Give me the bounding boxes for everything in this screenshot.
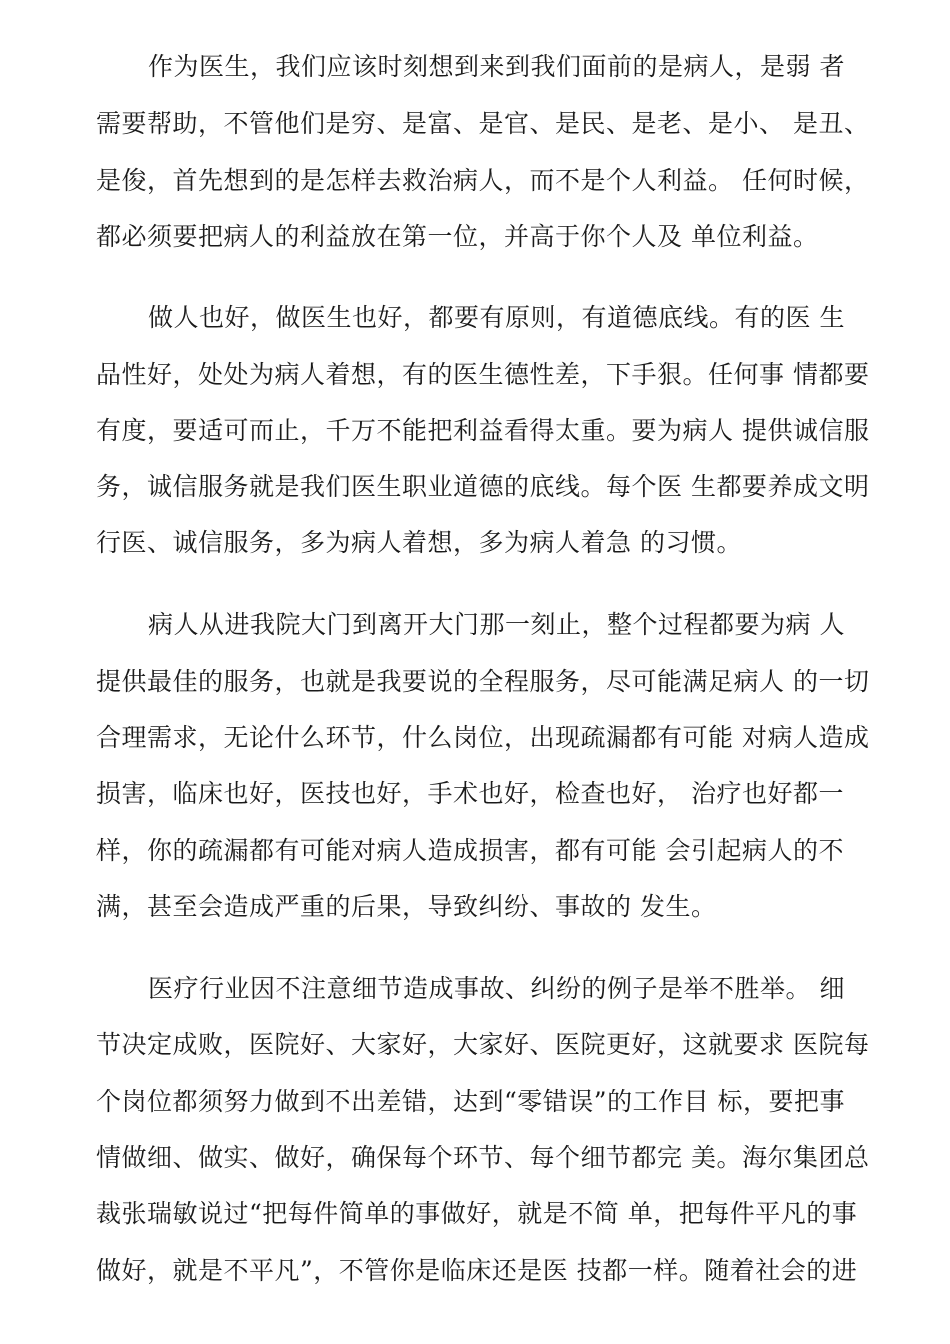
text-line: 作为医生，我们应该时刻想到来到我们面前的是病人，是弱 者 — [148, 52, 845, 81]
text-line: 情做细、做实、做好，确保每个环节、每个细节都完 美。海尔集团总 — [96, 1143, 870, 1172]
text-line: 是俊，首先想到的是怎样去救治病人，而不是个人利益。 任何时候， — [96, 166, 870, 195]
text-line: 品性好，处处为病人着想，有的医生德性差，下手狠。任何事 情都要 — [96, 360, 870, 389]
text-line: 提供最佳的服务，也就是我要说的全程服务，尽可能满足病人 的一切 — [96, 667, 870, 696]
text-line: 个岗位都须努力做到不出差错，达到“零错误”的工作目 标，要把事 — [96, 1087, 846, 1116]
text-line: 行医、诚信服务，多为病人着想，多为病人着急 的习惯。 — [96, 528, 742, 557]
text-line: 都必须要把病人的利益放在第一位，并高于你个人及 单位利益。 — [96, 222, 819, 251]
text-line: 医疗行业因不注意细节造成事故、纠纷的例子是举不胜举。 细 — [148, 974, 845, 1003]
text-line: 满，甚至会造成严重的后果，导致纠纷、事故的 发生。 — [96, 892, 717, 921]
text-line: 节决定成败，医院好、大家好，大家好、医院更好，这就要求 医院每 — [96, 1030, 870, 1059]
text-line: 务，诚信服务就是我们医生职业道德的底线。每个医 生都要养成文明 — [96, 472, 870, 501]
text-line: 做人也好，做医生也好，都要有原则，有道德底线。有的医 生 — [148, 303, 845, 332]
text-line: 样，你的疏漏都有可能对病人造成损害，都有可能 会引起病人的不 — [96, 836, 844, 865]
text-line: 做好，就是不平凡”，不管你是临床还是医 技都一样。随着社会的进 — [96, 1256, 858, 1285]
text-line: 裁张瑞敏说过“把每件简单的事做好，就是不简 单，把每件平凡的事 — [96, 1199, 858, 1228]
text-line: 损害，临床也好，医技也好，手术也好，检查也好， 治疗也好都一 — [96, 779, 844, 808]
text-line: 合理需求，无论什么环节，什么岗位，出现疏漏都有可能 对病人造成 — [96, 723, 870, 752]
text-line: 病人从进我院大门到离开大门那一刻止，整个过程都要为病 人 — [148, 610, 845, 639]
text-line: 有度，要适可而止，千万不能把利益看得太重。要为病人 提供诚信服 — [96, 416, 870, 445]
text-line: 需要帮助，不管他们是穷、是富、是官、是民、是老、是小、 是丑、 — [96, 109, 870, 138]
